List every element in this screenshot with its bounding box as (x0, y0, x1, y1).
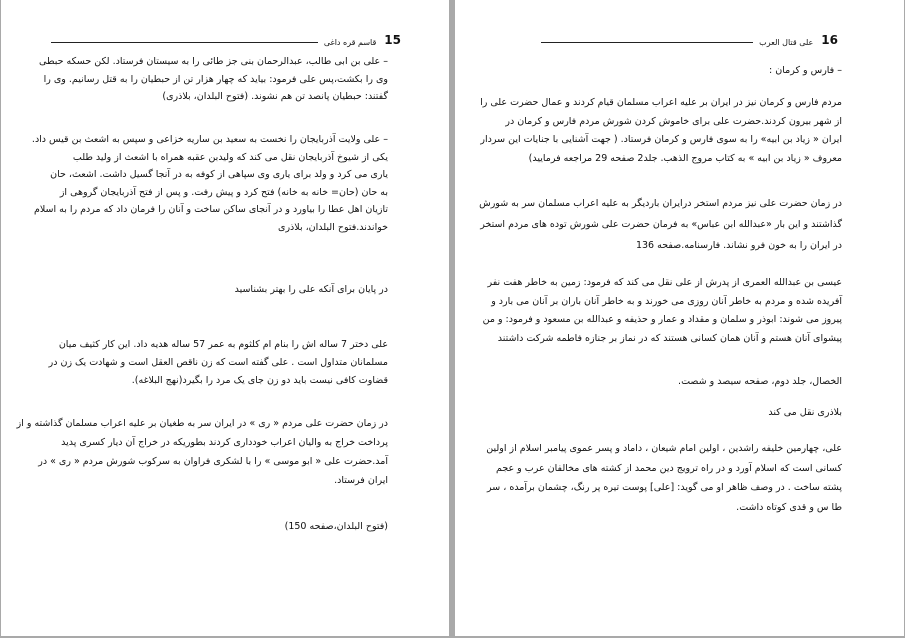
left-paragraph-2 (31, 131, 388, 237)
text-line: ایران « زیاد بن ابیه» را به سوی فارس و کرمان فرستاد. ( جهت آشنایی با جنایات این سردار (480, 134, 842, 145)
right-page-number: 16 (821, 33, 838, 47)
text-line: بلاذری نقل می کند (768, 407, 842, 418)
text-line: خواندند.فتوح البلدان، بلاذری (278, 221, 388, 233)
text-line: (فتوح البلدان،صفحه 150) (284, 521, 388, 532)
text-line: عیسی بن عبدالله العمری از پدرش از علی نقل می کند که فرمود: زمین به خاطر هفت نفر (487, 277, 842, 288)
text-line: پشته ساخت . در وصف ظاهر او می گوید: [علی] پوست تیره پر رنگ، چشمان برآمده ، سر (487, 482, 842, 493)
left-paragraph-1 (39, 53, 388, 106)
right-paragraph-2 (480, 94, 842, 168)
right-paragraph-1 (516, 62, 842, 80)
text-line: الخصال، جلد دوم، صفحه سیصد و شصت. (678, 376, 842, 387)
text-line: علی دختر 7 ساله اش را بنام ام کلثوم به عمر 57 ساله هدیه داد. این کار کثیف میان (58, 339, 388, 350)
text-line: معروف « زیاد بن ابیه » به کتاب مروج الذهب. جلد2 صفحه 29 مراجعه فرمایید) (528, 152, 842, 164)
text-line: یکی از شیوخ آذربایجان نقل می کند که ولیدبن عقبه همراه با اشعث از ولید طلب (72, 151, 388, 163)
right-paragraph-4 (482, 274, 842, 348)
left-paragraph-5 (16, 414, 388, 490)
right-page (455, 0, 904, 636)
left-running-title: قاسم قره داغی (323, 38, 377, 47)
text-line: وی را بکشت،پس علی فرمود: بیاید که چهار هزار تن از حبطیان را به قتل رسانیم. وی را (43, 73, 388, 85)
text-line: کسانی است که اسلام آورد و در راه ترویج دین محمد از کشته های مخالفان عرب و عجم (496, 462, 842, 474)
text-line: – فارس و کرمان : (769, 65, 842, 76)
text-line: ایران فرستاد. (334, 475, 388, 486)
right-page-header (541, 33, 838, 47)
text-line: مسلمانان متداول است . علی گفته است که زن ناقص العقل است و شهادت یک زن در (48, 357, 388, 368)
text-line: از شهر بیرون کردند.حضرت علی برای خاموش کردن شورش مردم فارس و کرمان در (505, 115, 842, 127)
right-running-title: علی قتال العرب (759, 38, 814, 47)
right-paragraph-3 (479, 193, 842, 256)
text-line: – علی بن ابی طالب، عبدالرحمان بنی جز طائی را به سیستان فرستاد. لکن حسکه حبطی (39, 56, 388, 67)
header-rule (541, 42, 753, 43)
text-line: پیروز می شوند: ابوذر و سلمان و مقداد و عمار و حذیفه و عبدالله بن مسعود و فرمود: و من (482, 314, 842, 325)
left-paragraph-6 (56, 518, 388, 536)
text-line: علی، چهارمین خلیفه راشدین ، اولین امام شیعان ، داماد و پسر عموی پیامبر اسلام از اولین (486, 443, 842, 454)
text-line: به حان (حان= خانه به خانه) فتح کرد و پیش رفت. و پس از فتح آذربایجان گروهی از (59, 186, 388, 198)
text-line: در ایران را به خون فرو نشاند. فارسنامه.صفحه 136 (635, 240, 842, 251)
text-line: پیشوای آنان هستم و آنان همان کسانی هستند که در نماز بر جنازه فاطمه شرکت داشتند (497, 332, 842, 344)
left-page-number: 15 (384, 33, 401, 47)
right-paragraph-7 (486, 439, 842, 517)
left-paragraph-3 (56, 281, 388, 299)
right-paragraph-6 (516, 404, 842, 422)
text-line: پرداخت خراج به والیان اعراب خودداری کردند بطوریکه در خراج آن دیار کسری پدید (61, 437, 388, 448)
text-line: مردم فارس و کرمان نیز در ایران بر علیه اعراب مسلمان قیام کردند و عمال حضرت علی را (480, 97, 842, 108)
left-page-header (51, 33, 401, 47)
header-rule (51, 42, 318, 43)
text-line: گفتند: حبطیان پانصد تن هم نشوند. (فتوح البلدان، بلاذری) (162, 91, 388, 102)
left-paragraph-4 (48, 336, 388, 390)
text-line: طا س و قدی کوتاه داشت. (736, 501, 842, 513)
text-line: در زمان حضرت علی نیز مردم استخر درایران باردیگر به علیه اعراب مسلمان سر به شورش (479, 198, 842, 209)
left-page (1, 0, 449, 636)
text-line: قضاوت کافی نیست باید دو زن جای یک مرد را بگیرد(نهج البلاغه). (131, 375, 388, 386)
text-line: گذاشتند و این بار «عبدالله ابن عباس» به فرمان حضرت علی شورش توده های مردم استخر (480, 219, 842, 230)
text-line: در زمان حضرت علی مردم « ری » در ایران سر به طغیان بر علیه اعراب مسلمان گذاشته و از (16, 418, 388, 429)
text-line: – علی ولایت آذربایجان را نخست به سعید بن ساریه خزاعی و سپس به اشعث بن قیس داد. (31, 134, 388, 145)
text-line: تازیان اهل عطا را بیاورد و در آنجای ساکن ساخت و آنان را فرمان داد که مردم را به اسلام (33, 204, 388, 216)
text-line: آفریده شده و مردم به خاطر آنان روزی می خورند و به خاطر آنان باران بر آنان می بارد و (491, 295, 842, 307)
text-line: در پایان برای آنکه علی را بهتر بشناسید (234, 284, 388, 295)
text-line: یاری می کرد و ولد برای یاری وی سپاهی از کوفه به در آنجا گسیل داشت. اشعث، حان (50, 169, 388, 181)
right-paragraph-5 (516, 373, 842, 391)
text-line: آمد.حضرت علی « ابو موسی » را با لشکری فراوان به سرکوب شورش مردم « ری » در (38, 456, 388, 467)
